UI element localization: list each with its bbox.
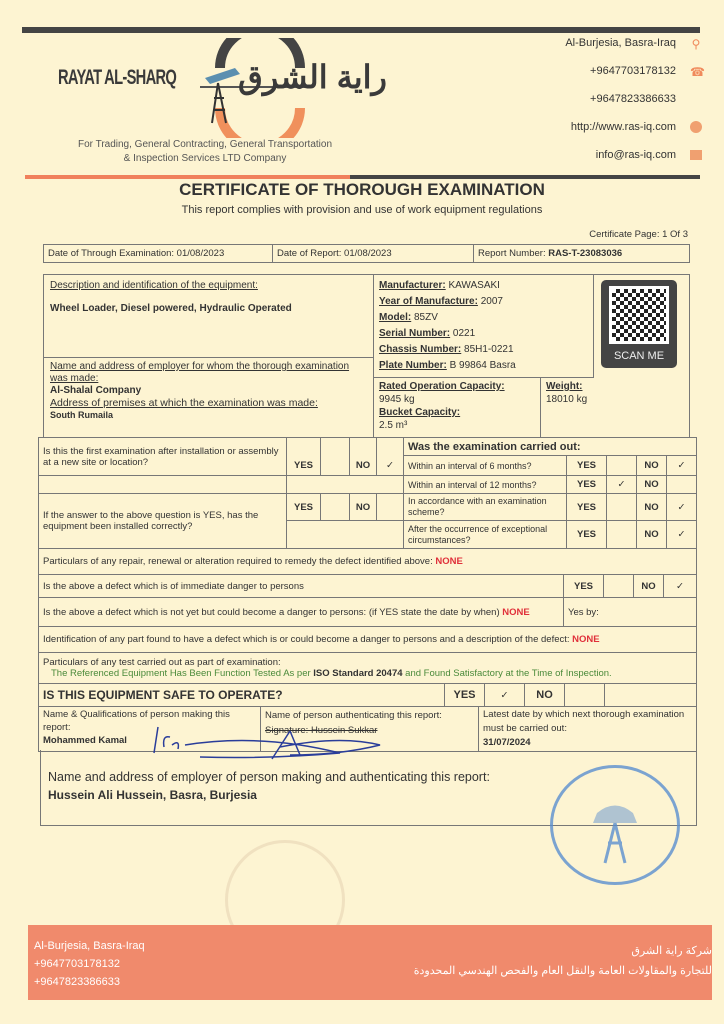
bucket-value: 2.5 m³: [379, 420, 408, 431]
s1-no-check[interactable]: ✓: [667, 456, 697, 476]
globe-icon: [690, 121, 702, 133]
rated-value: 9945 kg: [379, 394, 415, 405]
tagline-line: & Inspection Services LTD Company: [123, 153, 287, 164]
contact-website[interactable]: http://www.ras-iq.com: [570, 121, 676, 133]
equipment-description: [44, 275, 374, 358]
spec-plate: Plate Number: B 99864 Basra: [379, 360, 516, 371]
identification-row: Identification of any part found to have a defect which is or could become a danger to persons and a description of the defect: NONE: [39, 627, 697, 653]
spec-model: Model: 85ZV: [379, 312, 438, 323]
q2-no-check[interactable]: [377, 494, 404, 521]
sub-question-scheme: In accordance with an examination scheme?: [404, 494, 567, 521]
safe-to-operate-row: [38, 683, 697, 707]
examination-questions: [38, 437, 697, 549]
logo-text-en: RAYAT AL-SHARQ: [58, 66, 177, 89]
employer-of-person-label: Name and address of employer of person making and authenticating this report:: [48, 770, 490, 784]
contact-phone-1[interactable]: +9647703178132: [590, 65, 676, 77]
footer-arabic-tagline: للتجارة والمقاولات العامة والنقل العام والفحص الهندسي المحدودة: [413, 965, 712, 977]
employer-of-person-value: Hussein Ali Hussein, Basra, Burjesia: [48, 788, 257, 802]
employer-value: Al-Shalal Company: [50, 385, 142, 396]
safe-no: NO: [525, 684, 565, 707]
s3-yes-check[interactable]: [607, 494, 637, 521]
premises-value: South Rumaila: [50, 410, 114, 420]
equipment-section: [43, 274, 690, 438]
s1-yes-check[interactable]: [607, 456, 637, 476]
spec-serial: Serial Number: 0221: [379, 328, 476, 339]
qr-code[interactable]: [601, 280, 677, 368]
dates-row: [43, 244, 690, 263]
immediate-no: NO: [634, 575, 664, 598]
s1-yes: YES: [567, 456, 607, 476]
s2-no: NO: [637, 476, 667, 494]
stamp-derrick-icon: [553, 768, 677, 882]
q1-no: NO: [350, 456, 377, 476]
spec-chassis: Chassis Number: 85H1-0221: [379, 344, 514, 355]
s3-yes: YES: [567, 494, 607, 521]
report-number: [474, 245, 690, 263]
s4-no: NO: [637, 521, 667, 549]
page-subtitle: This report complies with provision and use of work equipment regulations: [181, 204, 543, 216]
next-exam-label: Latest date by which next thorough examination must be carried out:: [483, 709, 685, 734]
q1-yes-check[interactable]: [321, 456, 350, 476]
s4-yes: YES: [567, 521, 607, 549]
defects-section: [38, 548, 697, 684]
auth-signature-label: Signature: Hussein Sukkar: [265, 725, 378, 736]
location-pin-icon: ⚲: [691, 37, 701, 51]
s4-no-check[interactable]: ✓: [667, 521, 697, 549]
sub-question-exceptional: After the occurrence of exceptional circumstances?: [404, 521, 567, 549]
question-first-exam: Is this the first examination after installation or assembly at a new site or location?: [39, 438, 287, 476]
could-become-danger-question: Is the above a defect which is not yet but could become a danger to persons: (if YES state the date by when) NONE: [39, 598, 564, 627]
maker-name: Mohammed Kamal: [43, 735, 127, 746]
s3-no-check[interactable]: ✓: [667, 494, 697, 521]
sub-question-6-months: Within an interval of 6 months?: [404, 456, 567, 476]
weight-label: Weight:: [546, 381, 583, 392]
bucket-label: Bucket Capacity:: [379, 407, 461, 418]
next-exam-date: 31/07/2024: [483, 737, 531, 748]
s1-no: NO: [637, 456, 667, 476]
logo-text-ar: راية الشرق: [238, 59, 387, 95]
employer-info: [44, 358, 374, 438]
tagline-line: For Trading, General Contracting, General Transportation: [77, 139, 333, 150]
footer-phone-2: +9647823386633: [34, 976, 120, 988]
carried-out-header: Was the examination carried out:: [404, 438, 697, 456]
s4-yes-check[interactable]: [607, 521, 637, 549]
capacity-info: [374, 378, 541, 438]
divider-dark: [350, 175, 700, 179]
weight-info: [541, 378, 691, 438]
contact-phone-2[interactable]: +9647823386633: [590, 93, 676, 105]
safe-no-check[interactable]: [565, 684, 605, 707]
exam-date: Date of Through Examination: 01/08/2023: [44, 245, 273, 263]
s3-no: NO: [637, 494, 667, 521]
immediate-danger-question: Is the above a defect which is of immediate danger to persons: [39, 575, 564, 598]
footer-arabic-name: شركة راية الشرق: [631, 945, 712, 957]
auth-label: Name of person authenticating this report:: [265, 710, 442, 721]
equipment-specs: [374, 275, 594, 378]
footer-contacts: [34, 937, 145, 991]
yes-by: Yes by:: [564, 598, 697, 627]
footer-address: Al-Burjesia, Basra-Iraq: [34, 940, 145, 952]
safe-question: IS THIS EQUIPMENT SAFE TO OPERATE?: [39, 684, 445, 707]
footer-arabic: [414, 941, 712, 981]
footer-band: [28, 925, 712, 1000]
spec-manufacturer: Manufacturer: KAWASAKI: [379, 280, 500, 291]
tests-row: [39, 653, 697, 684]
spec-year: Year of Manufacture: 2007: [379, 296, 503, 307]
s2-no-check[interactable]: [667, 476, 697, 494]
repair-row: Particulars of any repair, renewal or alteration required to remedy the defect identified above: NONE: [39, 549, 697, 575]
tests-label: Particulars of any test carried out as part of examination:: [43, 657, 281, 668]
s2-yes: YES: [567, 476, 607, 494]
question-installed-correctly: If the answer to the above question is YES, has the equipment been installed correctly?: [39, 494, 287, 549]
desc-value: Wheel Loader, Diesel powered, Hydraulic Operated: [50, 303, 292, 314]
report-date: Date of Report: 01/08/2023: [273, 245, 474, 263]
page-title: CERTIFICATE OF THOROUGH EXAMINATION: [179, 180, 545, 199]
premises-label: Address of premises at which the examination was made:: [50, 397, 318, 409]
employer-label: Name and address of employer for whom the thorough examination was made:: [50, 361, 350, 384]
s2-yes-check[interactable]: ✓: [607, 476, 637, 494]
rated-label: Rated Operation Capacity:: [379, 381, 505, 392]
immediate-yes: YES: [564, 575, 604, 598]
q2-yes: YES: [287, 494, 321, 521]
top-bar: [22, 27, 700, 33]
footer-phone-1: +9647703178132: [34, 958, 120, 970]
immediate-yes-check[interactable]: [604, 575, 634, 598]
sub-question-12-months: Within an interval of 12 months?: [404, 476, 567, 494]
company-stamp: [550, 765, 680, 885]
report-number-value: RAS-T-23083036: [548, 248, 623, 259]
phone-icon: ☎: [690, 65, 705, 79]
report-number-label: Report Number:: [478, 248, 549, 259]
certificate-page: Certificate Page: 1 Of 3: [589, 229, 688, 240]
qr-code-icon: [609, 286, 669, 344]
next-examination: [479, 707, 697, 752]
weight-value: 18010 kg: [546, 394, 588, 405]
safe-yes-check[interactable]: ✓: [485, 684, 525, 707]
contact-address: Al-Burjesia, Basra-Iraq: [565, 37, 676, 49]
tests-value: The Referenced Equipment Has Been Function Tested As per ISO Standard 20474 and Found Satisfactory at the Time of Inspection.: [51, 668, 612, 679]
q1-no-check[interactable]: ✓: [377, 456, 404, 476]
maker-label: Name & Qualifications of person making this report:: [43, 709, 230, 733]
q2-no: NO: [350, 494, 377, 521]
contact-email[interactable]: info@ras-iq.com: [595, 149, 676, 161]
desc-label: Description and identification of the equipment:: [50, 280, 258, 291]
divider-orange: [25, 175, 350, 179]
safe-yes: YES: [445, 684, 485, 707]
q1-yes: YES: [287, 456, 321, 476]
immediate-no-check[interactable]: ✓: [664, 575, 697, 598]
q2-yes-check[interactable]: [321, 494, 350, 521]
tagline: [40, 138, 370, 166]
mail-icon: [690, 150, 702, 160]
qr-label: SCAN ME: [613, 350, 665, 362]
